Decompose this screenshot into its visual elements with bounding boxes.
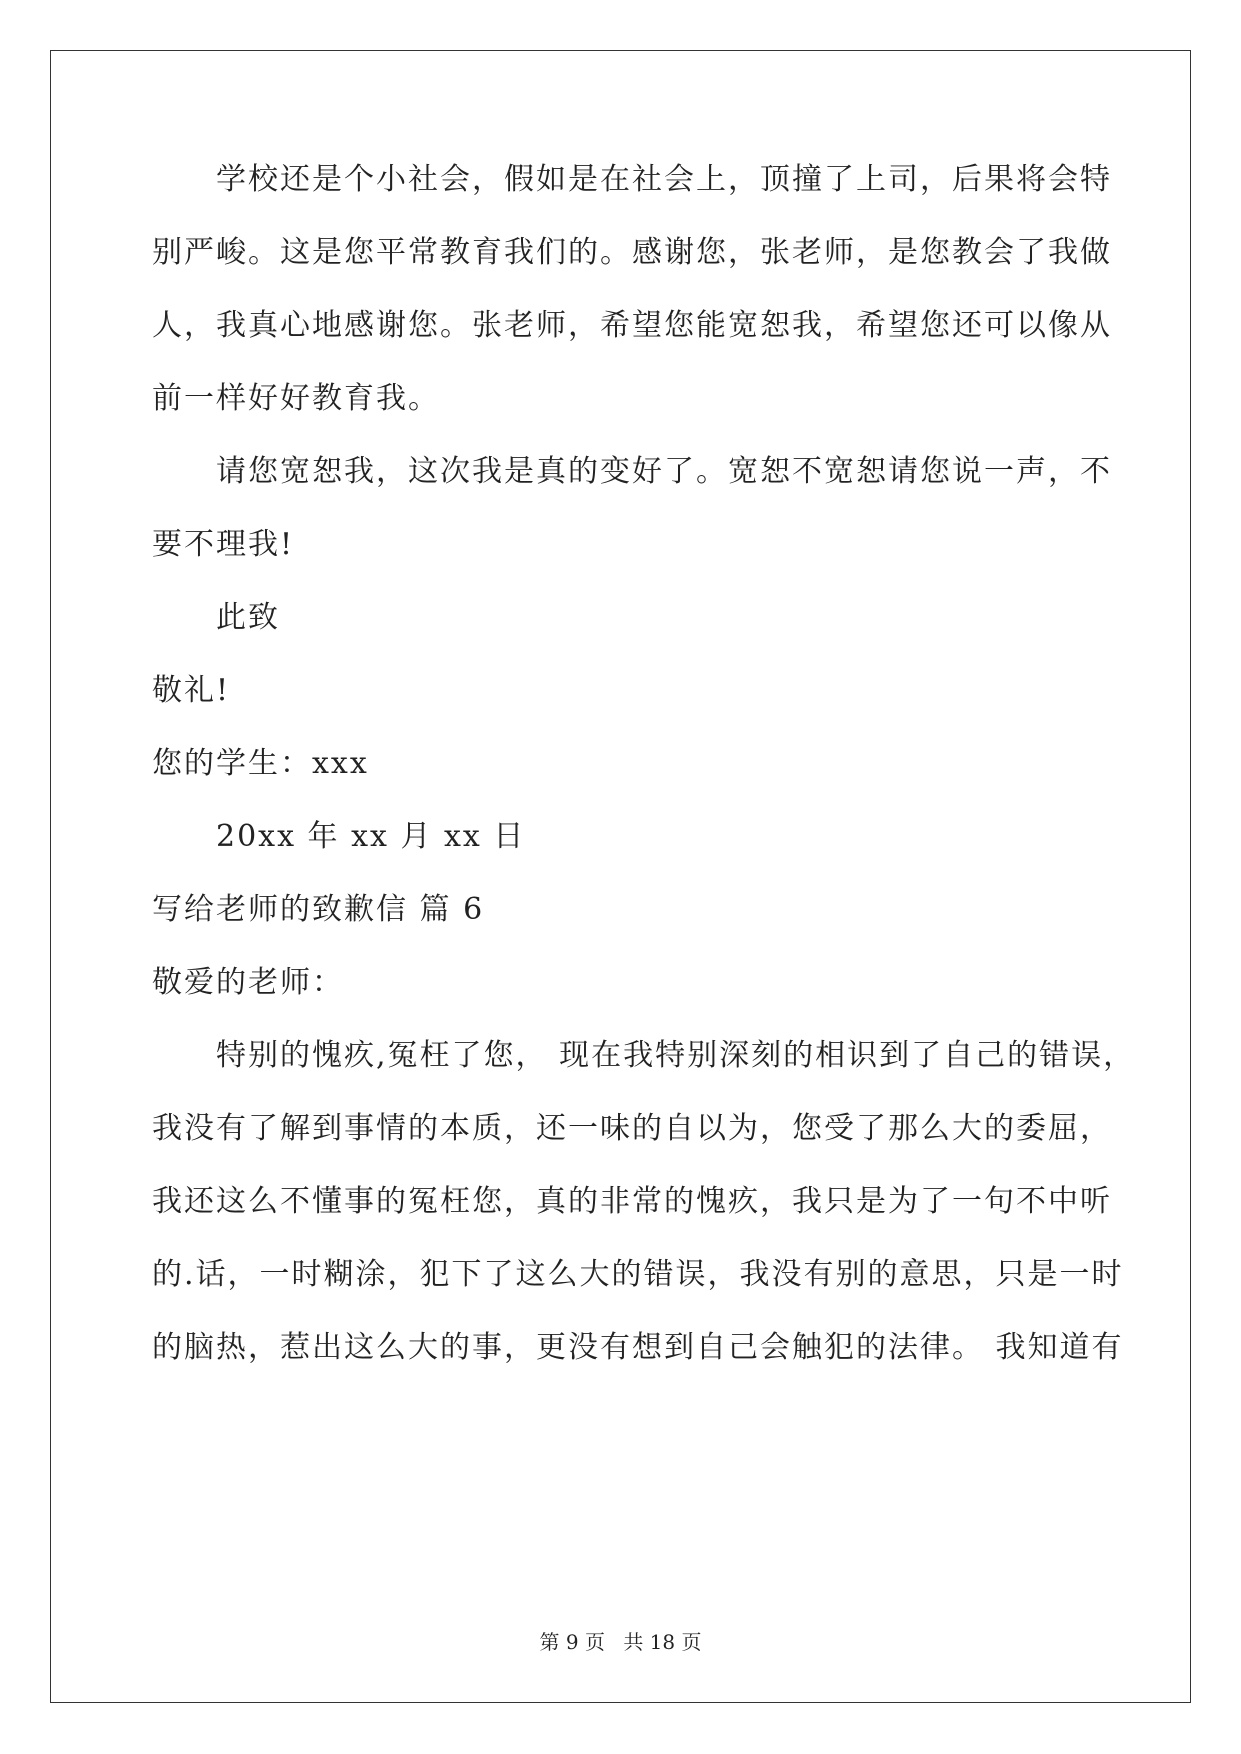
- text-line: 别严峻。这是您平常教育我们的。感谢您，张老师，是您教会了我做: [152, 235, 1112, 270]
- text-line: 学校还是个小社会，假如是在社会上，顶撞了上司，后果将会特: [216, 162, 1112, 197]
- text-line: 特别的愧疚,冤枉了您， 现在我特别深刻的相识到了自己的错误，: [216, 1038, 1136, 1073]
- text-line: 我没有了解到事情的本质，还一味的自以为，您受了那么大的委屈，: [152, 1111, 1112, 1146]
- text-line: 人，我真心地感谢您。张老师，希望您能宽恕我，希望您还可以像从: [152, 308, 1112, 343]
- text-line: 前一样好好教育我。: [152, 381, 440, 416]
- text-line: 我还这么不懂事的冤枉您，真的非常的愧疚，我只是为了一句不中听: [152, 1184, 1112, 1219]
- text-line: 的脑热，惹出这么大的事，更没有想到自己会触犯的法律。 我知道有: [152, 1330, 1124, 1365]
- closing-salutation: 此致: [216, 600, 280, 635]
- closing-regards: 敬礼!: [152, 673, 231, 708]
- page-border: [50, 50, 1191, 1703]
- text-line: 请您宽恕我，这次我是真的变好了。宽恕不宽恕请您说一声，不: [216, 454, 1112, 489]
- text-line: 要不理我!: [152, 527, 295, 562]
- page-total: 共 18 页: [623, 1630, 702, 1654]
- text-line: 的.话，一时糊涂，犯下了这么大的错误，我没有别的意思，只是一时: [152, 1257, 1124, 1292]
- page-number: 第 9 页: [539, 1630, 605, 1654]
- greeting: 敬爱的老师：: [152, 965, 344, 1000]
- section-heading: 写给老师的致歉信 篇 6: [152, 892, 485, 927]
- date-line: 20xx 年 xx 月 xx 日: [216, 819, 526, 854]
- signature: 您的学生：xxx: [152, 746, 369, 781]
- page-footer: [0, 1626, 1241, 1655]
